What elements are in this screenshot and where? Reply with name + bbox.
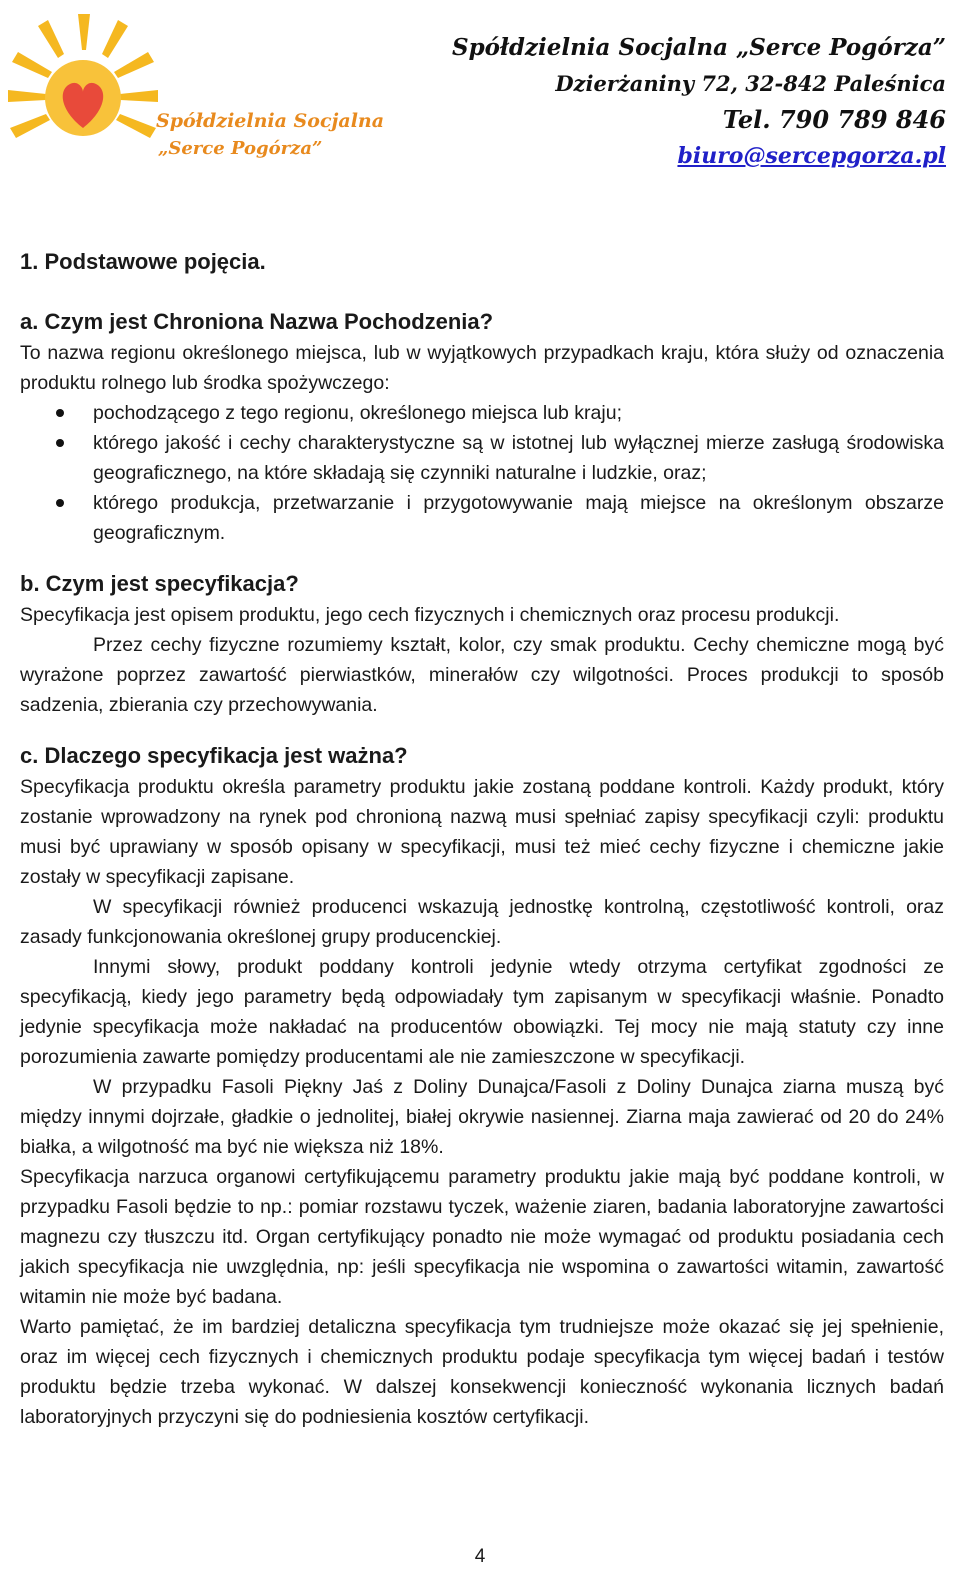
- list-item: pochodzącego z tego regionu, określonego miejsca lub kraju;: [20, 398, 944, 428]
- section-title: 1. Podstawowe pojęcia.: [20, 249, 266, 274]
- paragraph: Specyfikacja narzuca organowi certyfikującemu parametry produktu jakie mają być poddane kontroli, w przypadku Fasoli będzie to np.: pomiar rozstawu tyczek, ważenie ziaren, badania laboratoryjne zawartości magnezu czy tłuszczu itd. Organ certyfikujący ponadto nie może wymagać od produktu posiadania cech jakich specyfikacja nie uwzględnia, np: jeśli specyfikacja nie wspomina o zawartości witamin, zawartość witamin nie może być badana.: [20, 1166, 944, 1308]
- logo-text-line1: Spółdzielnia Socjalna: [156, 110, 385, 132]
- bullet-list: [20, 398, 944, 548]
- document-body: [20, 244, 944, 1432]
- paragraph: Warto pamiętać, że im bardziej detaliczna specyfikacja tym trudniejsze może okazać się jej spełnienie, oraz im więcej cech fizycznych i chemicznych produktu podaje specyfikacja tym więcej badań i testów produktu będzie trzeba wykonać. W dalszej konsekwencji konieczność wykonania licznych badań laboratoryjnych przyczyni się do podniesienia kosztów certyfikacji.: [20, 1316, 944, 1428]
- subsection-a-title: a. Czym jest Chroniona Nazwa Pochodzenia?: [20, 309, 494, 334]
- paragraph: Specyfikacja jest opisem produktu, jego cech fizycznych i chemicznych oraz procesu produkcji.: [20, 604, 840, 626]
- paragraph: Innymi słowy, produkt poddany kontroli jedynie wtedy otrzyma certyfikat zgodności ze specyfikacją, kiedy jego parametry będą odpowiadały tym zapisanym w specyfikacji właśnie. Ponadto jedynie specyfikacja może nakładać na producentów obowiązki. Tej mocy nie mają statuty czy inne porozumienia zawarte pomiędzy producentami ale nie zamieszczone w specyfikacji.: [20, 956, 944, 1068]
- subsection-c-title: c. Dlaczego specyfikacja jest ważna?: [20, 743, 408, 768]
- list-item: którego jakość i cechy charakterystyczne są w istotnej lub wyłącznej mierze zasługą środowiska geograficznego, na które składają się czynniki naturalne i ludzkie, oraz;: [20, 428, 944, 488]
- subsection-b-title: b. Czym jest specyfikacja?: [20, 571, 299, 596]
- logo: [8, 10, 385, 180]
- page-number: 4: [474, 1546, 486, 1567]
- paragraph: To nazwa regionu określonego miejsca, lub w wyjątkowych przypadkach kraju, która służy od oznaczenia produktu rolnego lub środka spożywczego:: [20, 342, 944, 394]
- address: Dzierżaniny 72, 32-842 Paleśnica: [555, 71, 946, 96]
- paragraph: Przez cechy fizyczne rozumiemy kształt, kolor, czy smak produktu. Cechy chemiczne mogą być wyrażone poprzez zawartość pierwiastków, minerałów czy wilgotności. Proces produkcji to sposób sadzenia, zbierania czy przechowywania.: [20, 634, 944, 716]
- list-item: którego produkcja, przetwarzanie i przygotowywanie mają miejsce na określonym obszarze geograficznym.: [20, 488, 944, 548]
- email-link[interactable]: biuro@sercepgorza.pl: [677, 143, 946, 169]
- paragraph: W specyfikacji również producenci wskazują jednostkę kontrolną, częstotliwość kontroli, oraz zasady funkcjonowania określonej grupy producenckiej.: [20, 896, 944, 948]
- page-header: [0, 0, 960, 200]
- org-name: Spółdzielnia Socjalna „Serce Pogórza”: [451, 34, 946, 61]
- paragraph: W przypadku Fasoli Piękny Jaś z Doliny Dunajca/Fasoli z Doliny Dunajca ziarna muszą być między innymi dojrzałe, gładkie o jednolitej, białej okrywie nasiennej. Ziarna maja zawierać od 20 do 24% białka, a wilgotność ma być nie większa niż 18%.: [20, 1076, 944, 1158]
- logo-text-line2: „Serce Pogórza”: [158, 138, 323, 159]
- phone: Tel. 790 789 846: [722, 105, 946, 134]
- contact-block: [452, 30, 946, 174]
- sun-heart-logo-icon: [8, 10, 158, 160]
- paragraph: Specyfikacja produktu określa parametry produktu jakie zostaną poddane kontroli. Każdy produkt, który zostanie wprowadzony na rynek pod chronioną nazwą musi spełniać zapisy specyfikacji czyli: produktu musi być uprawiany w sposób opisany w specyfikacji, musi też mieć cechy fizyczne i chemiczne jakie zostały w specyfikacji zapisane.: [20, 776, 944, 888]
